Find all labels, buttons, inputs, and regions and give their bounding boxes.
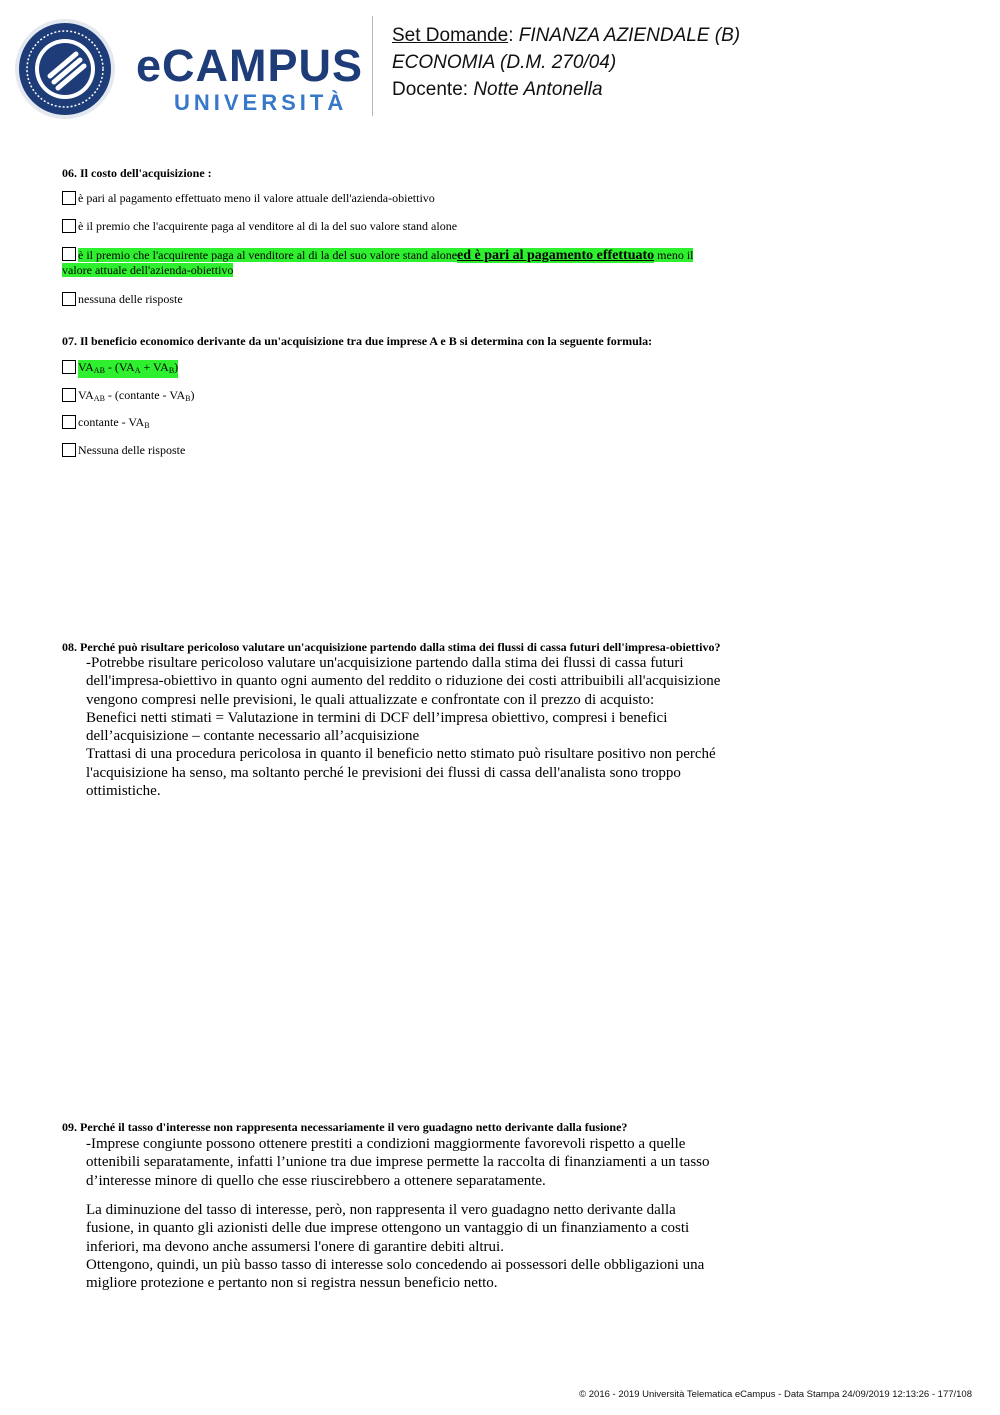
- answer-line: l'acquisizione ha senso, ma soltanto perché le previsioni dei flussi di cassa dell'analista sono troppo: [86, 764, 681, 781]
- answer-line: Benefici netti stimati = Valutazione in termini di DCF dell’impresa obiettivo, compresi i benefici: [86, 709, 668, 726]
- question-08-title: 08. Perché può risultare pericoloso valutare un'acquisizione partendo dalla stima dei flussi di cassa futuri dell'impresa-obiettivo?: [62, 640, 721, 654]
- header-info: [392, 22, 740, 103]
- degree-name: ECONOMIA (D.M. 270/04): [392, 52, 617, 73]
- answer-line: -Potrebbe risultare pericoloso valutare un'acquisizione partendo dalla stima dei flussi di cassa futuri: [86, 655, 684, 671]
- ecampus-logo: [14, 18, 364, 123]
- formula-subscript: A: [134, 366, 141, 375]
- answer-line: ottimistiche.: [86, 783, 161, 800]
- q06-option-4[interactable]: [62, 292, 183, 307]
- answer-line: migliore protezione e pertanto non si registra nessun beneficio netto.: [86, 1275, 498, 1292]
- answer-line: dell'impresa-obiettivo in quanto ogni aumento del reddito o riduzione dei costi attribuibili all'acquisizione: [86, 673, 721, 690]
- checkbox[interactable]: [62, 191, 76, 205]
- teacher-name: Notte Antonella: [473, 79, 603, 100]
- checkbox[interactable]: [62, 415, 76, 429]
- logo-subtitle-text: UNIVERSITÀ: [174, 90, 348, 115]
- checkbox[interactable]: [62, 219, 76, 233]
- formula-text: - (contante - VA: [104, 388, 186, 402]
- question-08-answer: [86, 654, 720, 800]
- q07-option-1-correct[interactable]: [62, 360, 178, 378]
- answer-line: Trattasi di una procedura pericolosa in quanto il beneficio netto stimato può risultare positivo non perché: [86, 746, 716, 763]
- checkbox[interactable]: [62, 443, 76, 457]
- formula-text: VA: [78, 360, 94, 374]
- answer-line: d’interesse minore di quello che esse riuscirebbero a ottenere separatamente.: [86, 1172, 546, 1189]
- question-06-title: 06. Il costo dell'acquisizione :: [62, 166, 212, 180]
- formula-text: + VA: [140, 360, 169, 374]
- header-divider: [372, 16, 373, 116]
- formula-text: ): [174, 360, 179, 374]
- set-domande-label: Set Domande: [392, 25, 509, 46]
- question-09-answer-para1: [86, 1135, 710, 1190]
- formula-text: ): [190, 388, 195, 402]
- course-name: FINANZA AZIENDALE (B): [518, 25, 741, 46]
- option-label: Nessuna delle risposte: [78, 443, 186, 457]
- answer-line: La diminuzione del tasso di interesse, però, non rappresenta il vero guadagno netto derivante dalla: [86, 1202, 676, 1218]
- formula-subscript: AB: [93, 366, 105, 375]
- q07-option-3[interactable]: [62, 415, 150, 433]
- formula-text: VA: [78, 388, 94, 402]
- checkbox[interactable]: [62, 388, 76, 402]
- answer-line: fusione, in quanto gli azionisti delle due imprese ottengono un vantaggio di un finanziamento a costi: [86, 1220, 690, 1237]
- option-label: [78, 415, 150, 433]
- q06-option-3-correct[interactable]: [62, 247, 762, 278]
- checkbox[interactable]: [62, 360, 76, 374]
- answer-line: -Imprese congiunte possono ottenere prestiti a condizioni maggiormente favorevoli rispetto a quelle: [86, 1136, 686, 1152]
- option-label-line2: valore attuale dell'azienda-obiettivo: [62, 263, 234, 277]
- option-label-bold: ed è pari al pagamento effettuato: [457, 248, 655, 263]
- formula-subscript: B: [144, 421, 150, 430]
- formula-subscript: B: [168, 366, 175, 375]
- option-label: è pari al pagamento effettuato meno il valore attuale dell'azienda-obiettivo: [78, 191, 435, 205]
- option-label-part1: è il premio che l'acquirente paga al venditore al di la del suo valore stand alone: [78, 248, 458, 262]
- formula-subscript: B: [185, 394, 191, 403]
- question-07-title: 07. Il beneficio economico derivante da un'acquisizione tra due imprese A e B si determina con la seguente formula:: [62, 334, 653, 348]
- question-09-answer-para2: [86, 1201, 704, 1292]
- answer-line: inferiori, ma devono anche assumersi l'onere di garantire debiti altrui.: [86, 1238, 504, 1255]
- question-09-title: 09. Perché il tasso d'interesse non rappresenta necessariamente il vero guadagno netto derivante dalla fusione?: [62, 1120, 628, 1134]
- q06-option-2[interactable]: [62, 219, 457, 234]
- answer-line: vengono compresi nelle previsioni, le quali attualizzate e confrontate con il prezzo di acquisto:: [86, 691, 655, 708]
- option-label: [78, 360, 178, 378]
- q06-option-1[interactable]: [62, 191, 435, 206]
- option-label: [78, 388, 194, 406]
- university-seal-icon: [14, 18, 116, 120]
- checkbox[interactable]: [62, 247, 76, 261]
- answer-line: Ottengono, quindi, un più basso tasso di interesse solo concedendo ai possessori delle obbligazioni una: [86, 1256, 705, 1273]
- answer-line: dell’acquisizione – contante necessario all’acquisizione: [86, 728, 420, 745]
- formula-text: - (VA: [104, 360, 135, 374]
- formula-text: contante - VA: [78, 415, 145, 429]
- logo-brand-text: eCAMPUS: [136, 40, 364, 91]
- header-separator: :: [508, 25, 519, 46]
- q07-option-2[interactable]: [62, 388, 194, 406]
- option-label-part2: meno il: [654, 248, 694, 262]
- checkbox[interactable]: [62, 292, 76, 306]
- option-label: nessuna delle risposte: [78, 292, 183, 306]
- q07-option-4[interactable]: [62, 443, 185, 458]
- docente-label: Docente:: [392, 79, 474, 100]
- answer-line: ottenibili separatamente, infatti l’unione tra due imprese permette la raccolta di finanziamenti a un tasso: [86, 1154, 710, 1171]
- formula-subscript: AB: [93, 394, 105, 403]
- page-footer: © 2016 - 2019 Università Telematica eCampus - Data Stampa 24/09/2019 12:13:26 - 177/108: [579, 1389, 972, 1400]
- option-label: è il premio che l'acquirente paga al venditore al di la del suo valore stand alone: [78, 219, 458, 233]
